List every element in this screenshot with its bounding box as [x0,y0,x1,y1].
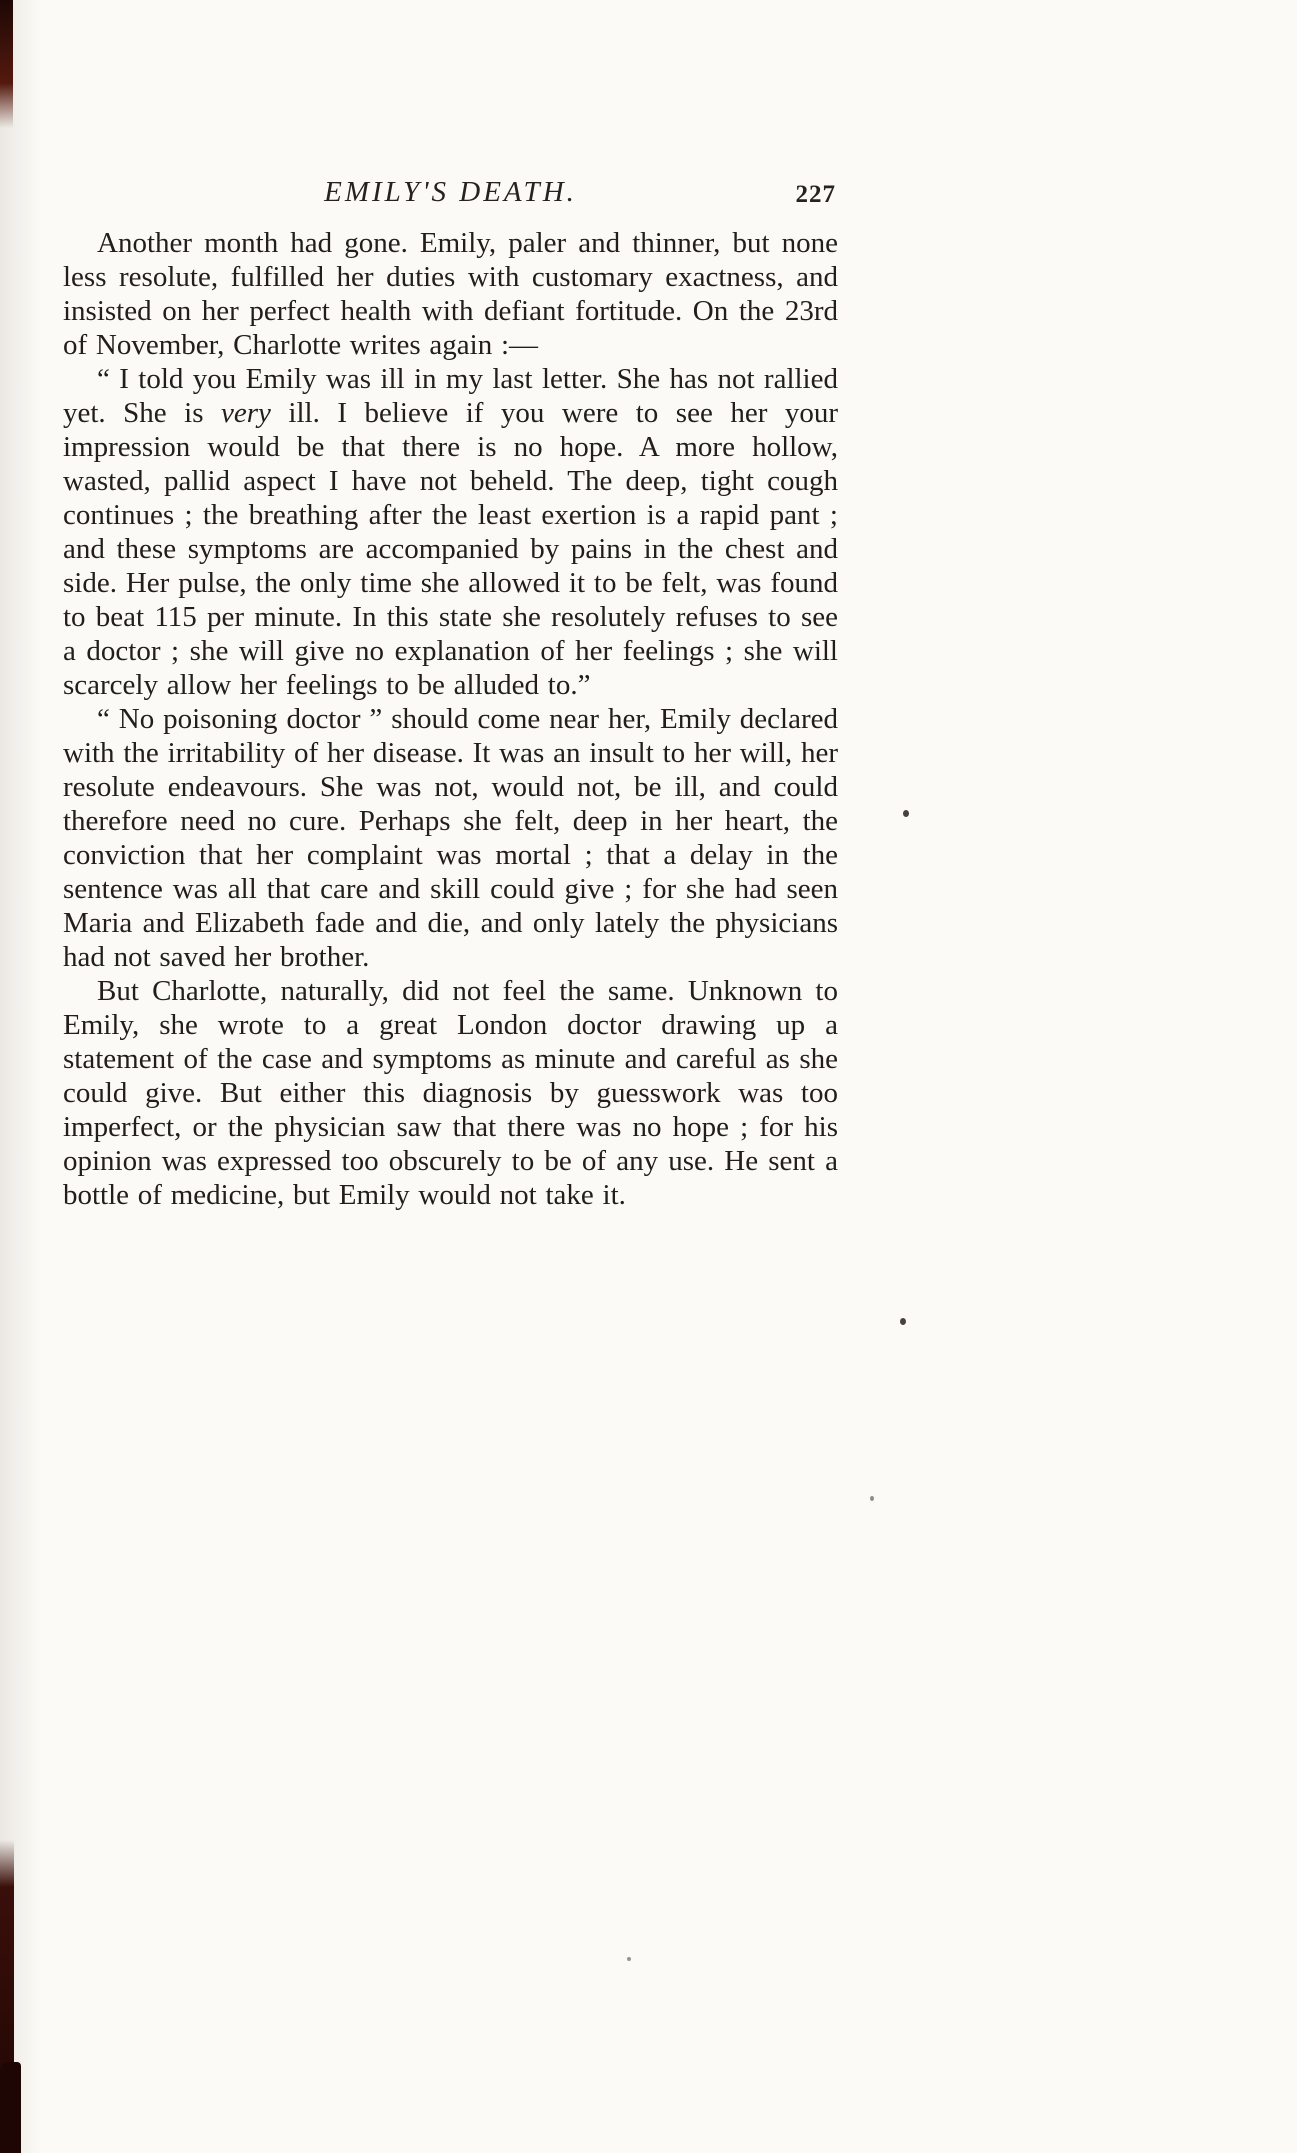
scan-speck [900,1318,906,1325]
scan-speck [903,810,909,817]
text-block [63,226,838,1212]
text-run: ill. I believe if you were to see her your impression would be that there is no hope. A more hollow, wasted, pallid aspect I have not beheld. The deep, tight cough continues ; the breathing after the least exertion is a rapid pant ; and these symptoms are accompanied by pains in the chest and side. Her pulse, the only time she allowed it to be felt, was found to beat 115 per minute. In this state she resolutely refuses to see a doctor ; she will give no explanation of her feelings ; she will scarcely allow her feelings to be alluded to.” [63,397,838,701]
scan-speck [870,1496,874,1501]
binding-mark-corner [0,2062,21,2153]
text-run: But Charlotte, naturally, did not feel the same. Unknown to Emily, she wrote to a great London doctor drawing up a statement of the case and symptoms as minute and careful as she could give. But either this diagnosis by guesswork was too imperfect, or the physician saw that there was no hope ; for his opinion was expressed too obscurely to be of any use. He sent a bottle of medicine, but Emily would not take it. [63,975,838,1211]
scan-speck [627,1957,631,1961]
gutter-shading [0,0,40,2153]
text-run: “ I told you Emily was ill in my last letter. She has not rallied yet. She is [63,363,838,429]
text-run: “ No poisoning doctor ” should come near her, Emily declared with the irritability of her disease. It was an insult to her will, her resolute endeavours. She was not, would not, be ill, and could therefore need no cure. Perhaps she felt, deep in her heart, the conviction that her complaint was mortal ; that a delay in the sentence was all that care and skill could give ; for she had seen Maria and Elizabeth fade and die, and only lately the physicians had not saved her brother. [63,703,838,973]
paragraph [63,362,838,702]
running-header [63,176,838,216]
text-run: Another month had gone. Emily, paler and thinner, but none less resolute, fulfilled her duties with customary exactness, and insisted on her perfect health with defiant fortitude. On the 23rd of November, Charlotte writes again :— [63,227,838,361]
page-number: 227 [795,181,836,208]
paragraph [63,974,838,1212]
binding-mark-top [0,0,13,128]
paragraph [63,702,838,974]
chapter-title: EMILY'S DEATH. [324,176,577,208]
paragraph [63,226,838,362]
text-run: very [221,397,271,429]
